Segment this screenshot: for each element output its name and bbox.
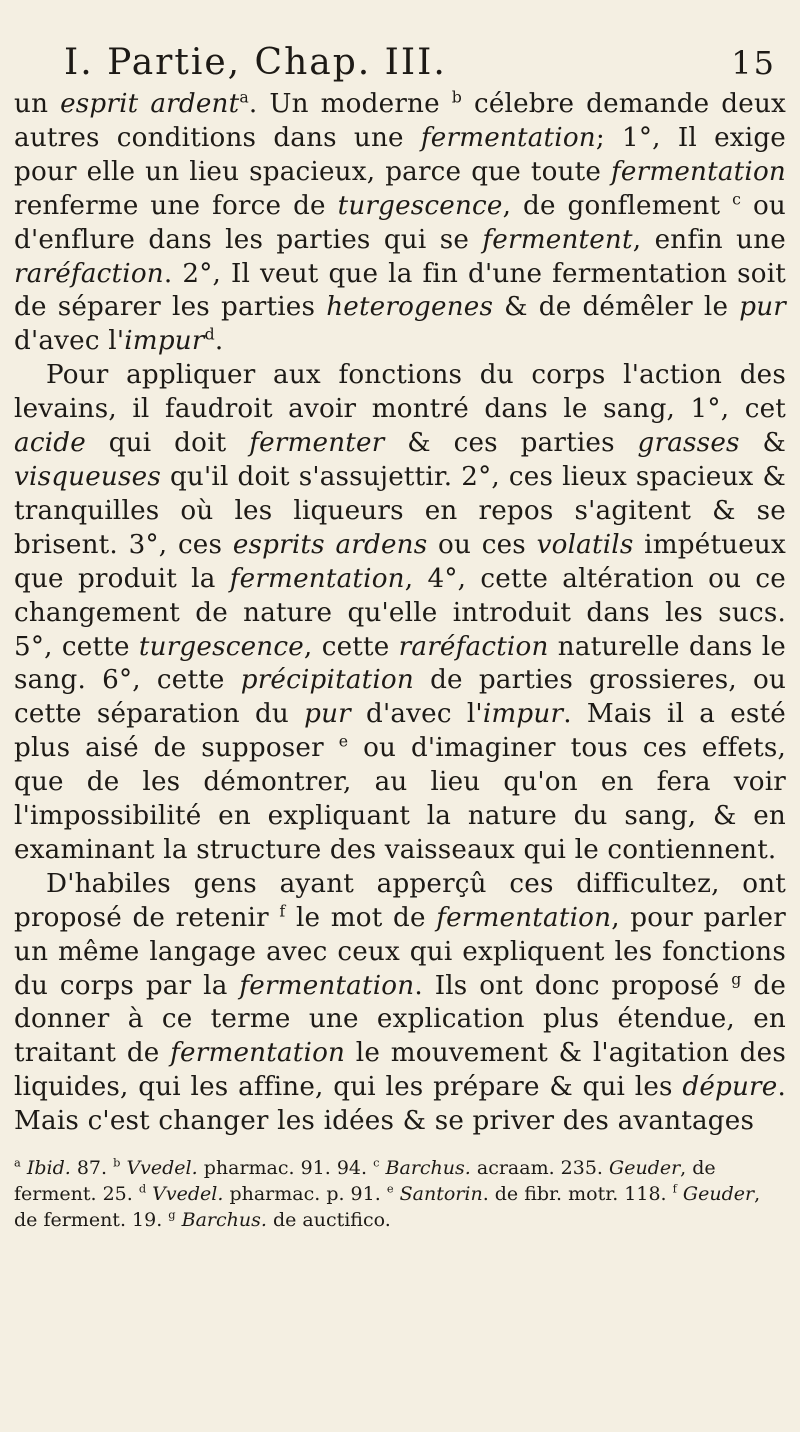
- text-run: , de ferment. 25.: [14, 1157, 716, 1206]
- italic-text: volatils: [536, 529, 634, 560]
- footnote-marker: f: [279, 901, 286, 921]
- italic-text: fermentation: [611, 156, 786, 187]
- italic-text: impur: [124, 326, 205, 357]
- text-run: le mot de: [285, 902, 437, 933]
- text-run: d'avec l': [14, 326, 125, 357]
- footnote-marker: d: [204, 324, 215, 344]
- italic-text: pur: [739, 292, 786, 323]
- text-run: renferme une force de: [14, 190, 338, 221]
- text-run: . Ils ont donc proposé: [414, 970, 732, 1001]
- text-run: &: [739, 428, 786, 459]
- footnote-marker: e: [386, 1181, 394, 1196]
- italic-text: fermentation: [420, 122, 596, 153]
- footnote-marker: b: [113, 1155, 121, 1170]
- text-run: . de fibr. motr. 118.: [482, 1183, 673, 1206]
- text-run: impétueux que produit la: [14, 529, 786, 594]
- text-run: de parties grossieres, ou cette séparation du: [14, 665, 787, 730]
- italic-text: impur: [482, 699, 564, 730]
- italic-text: pur: [304, 699, 351, 730]
- text-run: , pour parler un même langage avec ceux qui expliquent les fonctions du corps par la: [14, 902, 786, 1001]
- text-run: . Mais c'est changer les idées & se priver des avantages: [14, 1072, 786, 1137]
- italic-text: Geuder: [609, 1157, 681, 1180]
- italic-text: fermentation: [229, 563, 405, 594]
- text-run: qui doit: [85, 428, 250, 459]
- italic-text: raréfaction: [398, 631, 549, 662]
- text-run: d'avec l': [350, 699, 483, 730]
- text-run: & de démêler le: [493, 292, 740, 323]
- paragraph: [14, 88, 786, 359]
- text-run: .: [214, 326, 224, 357]
- footnote-marker: a: [239, 87, 249, 107]
- italic-text: précipitation: [240, 665, 414, 696]
- body-text: [14, 88, 786, 1139]
- italic-text: fermentation: [170, 1038, 346, 1069]
- text-run: ; 1°, Il exige pour elle un lieu spacieux, parce que toute: [14, 122, 786, 187]
- italic-text: Vvedel.: [126, 1157, 198, 1180]
- text-run: & ces parties: [384, 428, 638, 459]
- italic-text: visqueuses: [14, 461, 161, 492]
- page-number: 15: [731, 44, 776, 82]
- footnote-marker: d: [138, 1181, 147, 1196]
- paragraph: [14, 359, 786, 868]
- italic-text: turgescence: [337, 190, 503, 221]
- paragraph: [14, 868, 786, 1139]
- text-run: célebre demande deux autres conditions dans une: [14, 89, 786, 153]
- text-run: . Mais il a esté plus aisé de supposer: [14, 699, 786, 764]
- text-run: acraam. 235.: [470, 1157, 610, 1180]
- text-run: de donner à ce terme une explication plus étendue, en traitant de: [14, 970, 787, 1069]
- text-run: pharmac. p. 91.: [223, 1183, 387, 1206]
- footnote-marker: g: [168, 1207, 176, 1222]
- italic-text: Santorin: [399, 1183, 483, 1206]
- running-header: [14, 42, 786, 88]
- text-run: , enfin une: [632, 224, 787, 255]
- text-run: qu'il doit s'assujettir. 2°, ces lieux spacieux & tranquilles où les liqueurs en repos s'agitent & se brisent. 3°, ces: [14, 461, 786, 560]
- text-run: . 2°, Il veut que la fin d'une fermentation soit de séparer les parties: [14, 258, 786, 323]
- italic-text: dépure: [682, 1072, 778, 1103]
- italic-text: acide: [14, 428, 86, 459]
- text-run: ou d'imaginer tous ces effets, que de les démontrer, au lieu qu'on en fera voir l'impossibilité en expliquant la nature du sang, & en examinant la structure des vaisseaux qui le contiennent.: [14, 733, 786, 865]
- footnote-block: [14, 1155, 786, 1233]
- footnote-marker: c: [732, 188, 742, 208]
- italic-text: Vvedel.: [152, 1183, 224, 1206]
- italic-text: raréfaction: [14, 258, 164, 289]
- footnotes: [14, 1155, 786, 1233]
- footnote-marker: c: [373, 1155, 380, 1170]
- text-run: Pour appliquer aux fonctions du corps l'action des levains, il faudroit avoir montré dans le sang, 1°, cet: [14, 360, 786, 425]
- text-run: 87.: [70, 1157, 114, 1180]
- text-run: de auctifico.: [266, 1209, 391, 1232]
- text-run: , de ferment. 19.: [14, 1183, 761, 1232]
- italic-text: esprit ardent: [60, 89, 240, 119]
- italic-text: Barchus.: [181, 1209, 267, 1232]
- text-run: , de gonflement: [502, 190, 733, 221]
- italic-text: esprits ardens: [232, 529, 428, 560]
- running-title: I. Partie, Chap. III.: [64, 42, 447, 83]
- text-run: , cette: [303, 631, 399, 662]
- italic-text: fermentent: [482, 224, 633, 255]
- italic-text: fermenter: [249, 428, 385, 459]
- italic-text: heterogenes: [326, 292, 494, 323]
- footnote-marker: g: [731, 968, 742, 988]
- text-run: un: [14, 89, 61, 119]
- text-run: naturelle dans le sang. 6°, cette: [14, 631, 786, 696]
- text-run: pharmac. 91. 94.: [197, 1157, 374, 1180]
- text-run: le mouvement & l'agitation des liquides, qui les affine, qui les prépare & qui les: [14, 1038, 786, 1103]
- text-run: . Un moderne: [248, 89, 452, 119]
- footnote-marker: e: [338, 731, 349, 751]
- text-run: ou d'enflure dans les parties qui se: [14, 190, 786, 255]
- footnote-marker: f: [672, 1181, 677, 1196]
- italic-text: grasses: [637, 428, 740, 459]
- footnote-marker: b: [451, 87, 463, 107]
- text-run: D'habiles gens ayant apperçû ces difficultez, ont proposé de retenir: [14, 868, 786, 933]
- italic-text: fermentation: [239, 970, 415, 1001]
- italic-text: Ibid.: [26, 1157, 71, 1180]
- italic-text: Geuder: [682, 1183, 755, 1206]
- text-run: ou ces: [427, 529, 537, 560]
- italic-text: turgescence: [138, 631, 304, 662]
- italic-text: fermentation: [436, 902, 612, 933]
- text-run: , 4°, cette altération ou ce changement de nature qu'elle introduit dans les sucs. 5°, cette: [14, 563, 786, 662]
- footnote-marker: a: [14, 1155, 21, 1170]
- italic-text: Barchus.: [385, 1157, 471, 1180]
